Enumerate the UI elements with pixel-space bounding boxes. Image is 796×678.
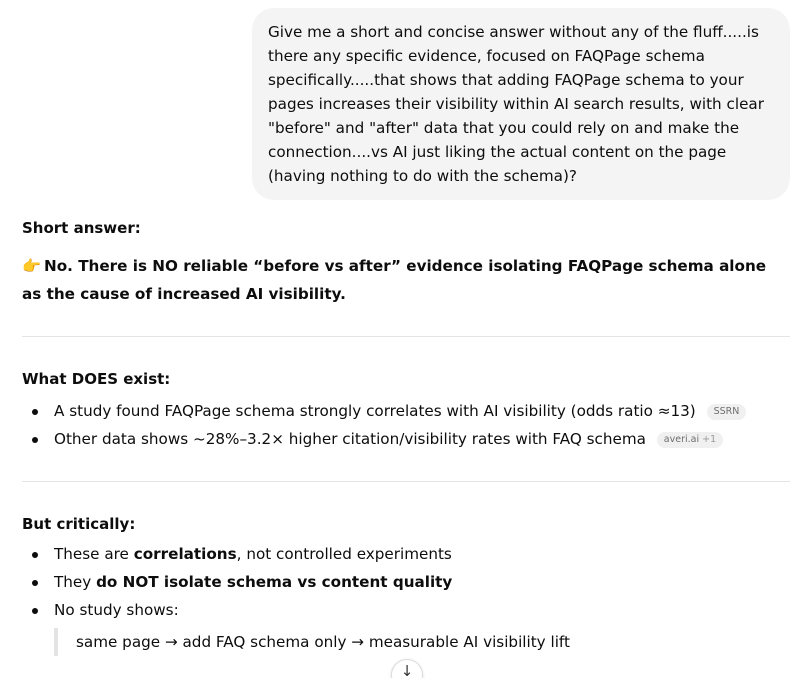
list-item-bold: correlations — [133, 545, 237, 563]
blockquote: same page → add FAQ schema only → measurable AI visibility lift — [54, 628, 790, 656]
pointing-hand-icon: 👉 — [22, 257, 41, 275]
user-message-row — [252, 8, 790, 200]
source-chip-label: SSRN — [713, 406, 740, 417]
list-item-bold: do NOT isolate schema vs content quality — [96, 573, 453, 591]
short-answer-heading: Short answer: — [22, 219, 141, 237]
source-chip-extra: +1 — [702, 434, 717, 445]
source-chip-label: averi.ai — [663, 434, 700, 445]
arrow-down-icon: ↓ — [400, 662, 414, 678]
exists-list — [22, 397, 790, 453]
list-item-text: They — [54, 573, 97, 591]
list-item-text: A study found FAQPage schema strongly correlates with AI visibility (odds ratio ≈13) — [54, 402, 696, 420]
answer-line — [22, 252, 790, 308]
list-item-text: No study shows: — [54, 601, 179, 619]
list-item-text: These are — [54, 545, 134, 563]
list-item — [22, 425, 790, 453]
list-item — [22, 596, 790, 624]
user-message-bubble: Give me a short and concise answer without any of the fluff.....is there any specific evidence, focused on FAQPage schema specifically.....that shows that adding FAQPage schema to your pages increases their visibility within AI search results, with clear "before" and "after" data that you could rely on and make the connection....vs AI just liking the actual content on the page (having nothing to do with the schema)? — [252, 8, 790, 200]
list-item-text: , not controlled experiments — [236, 545, 452, 563]
critical-list — [22, 540, 790, 624]
list-item — [22, 568, 790, 596]
critical-heading: But critically: — [22, 515, 136, 533]
assistant-message — [22, 216, 790, 656]
source-chip-averi[interactable] — [657, 432, 723, 448]
exists-heading: What DOES exist: — [22, 370, 171, 388]
answer-text: No. There is NO reliable “before vs after” evidence isolating FAQPage schema alone as the cause of increased AI visibility. — [22, 257, 767, 303]
list-item — [22, 397, 790, 425]
source-chip-ssrn[interactable] — [707, 404, 747, 420]
list-item-text: Other data shows ~28%–3.2× higher citation/visibility rates with FAQ schema — [54, 430, 646, 448]
scroll-to-bottom-button[interactable] — [391, 659, 423, 678]
list-item — [22, 540, 790, 568]
